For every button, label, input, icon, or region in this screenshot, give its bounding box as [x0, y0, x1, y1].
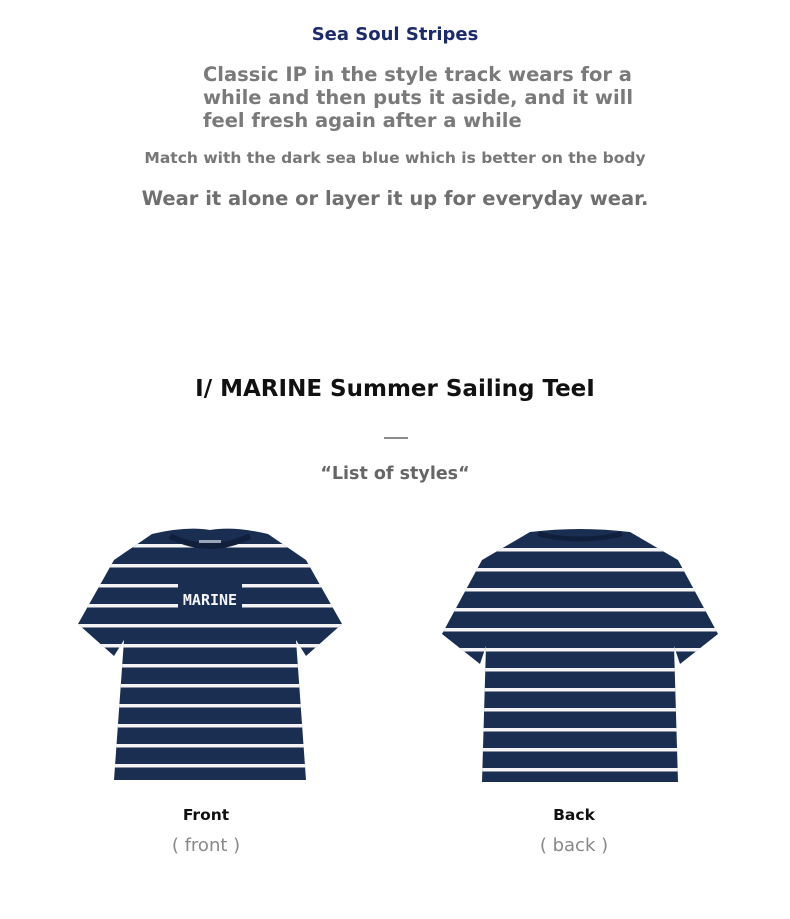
stripe — [438, 608, 722, 612]
striped-tshirt-front-icon — [74, 522, 346, 788]
stripe — [438, 548, 722, 552]
tagline-line: feel fresh again after a while — [203, 109, 522, 132]
stripe — [74, 664, 346, 668]
stripe — [438, 668, 722, 672]
stripe — [74, 744, 346, 748]
stripe — [438, 588, 722, 592]
stripe — [74, 624, 346, 628]
stripe — [438, 688, 722, 692]
stripe — [438, 648, 722, 652]
color-note: Match with the dark sea blue which is better on the body — [144, 149, 646, 167]
wear-note: Wear it alone or layer it up for everyday wear. — [141, 187, 649, 210]
back-label: Back — [553, 806, 595, 824]
tagline-line: while and then puts it aside, and it will — [203, 86, 633, 109]
brand-line: Sea Soul Stripes — [311, 24, 479, 45]
stripe — [438, 708, 722, 712]
front-sublabel: ( front ) — [171, 835, 241, 856]
stripe — [74, 704, 346, 708]
stripe — [74, 684, 346, 688]
tee-body — [74, 522, 346, 788]
stripe — [438, 628, 722, 632]
stripe — [438, 568, 722, 572]
marine-print: MARINE — [182, 591, 238, 609]
stripe — [438, 748, 722, 752]
stripe — [74, 764, 346, 768]
title-divider — [384, 437, 408, 439]
stripe — [74, 724, 346, 728]
striped-tshirt-back-icon — [438, 522, 722, 788]
front-label: Front — [182, 806, 230, 824]
stripe — [74, 644, 346, 648]
tagline-line: Classic IP in the style track wears for a — [203, 63, 632, 86]
product-title: I/ MARINE Summer Sailing TeeI — [195, 376, 595, 402]
stripe — [438, 768, 722, 772]
styles-heading: “List of styles“ — [320, 464, 470, 484]
tshirt-front-image — [74, 522, 346, 792]
stripe — [74, 564, 346, 568]
tshirt-back-image — [438, 522, 722, 792]
back-sublabel: ( back ) — [539, 835, 609, 856]
tagline — [203, 63, 643, 132]
stripe — [438, 728, 722, 732]
